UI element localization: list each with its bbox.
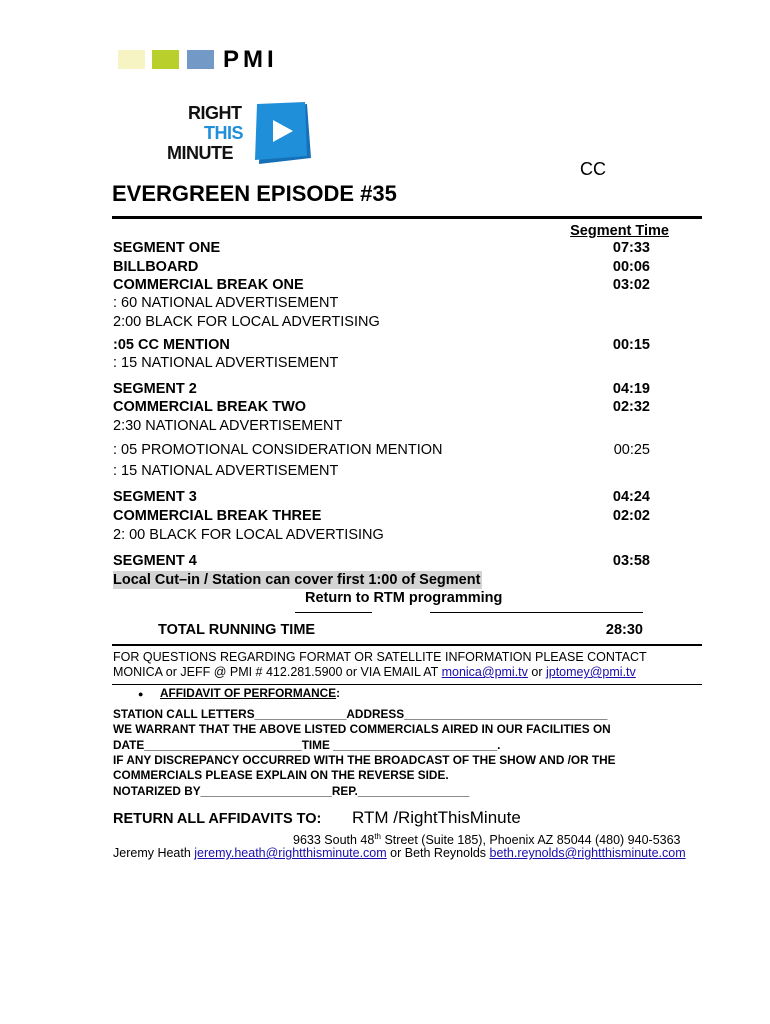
email-link-monica[interactable]: monica@pmi.tv <box>441 665 528 679</box>
segment-time-header: Segment Time <box>570 223 669 239</box>
rundown-time-billboard: 00:06 <box>612 259 650 275</box>
rundown-row-cc-mention: :05 CC MENTION <box>113 337 230 353</box>
rundown-row-promo-mention: : 05 PROMOTIONAL CONSIDERATION MENTION <box>113 442 443 458</box>
rundown-row-national-230: 2:30 NATIONAL ADVERTISEMENT <box>113 418 343 434</box>
local-cut-in-note: Local Cut–in / Station can cover first 1:00 of Segment <box>113 572 481 588</box>
rtm-logo-word-3: MINUTE <box>167 143 233 163</box>
affidavit-warrant-line: WE WARRANT THAT THE ABOVE LISTED COMMERCIALS AIRED IN OUR FACILITIES ON <box>113 722 611 736</box>
email-link-jptomey[interactable]: jptomey@pmi.tv <box>545 665 636 679</box>
rundown-row-national-15-a: : 15 NATIONAL ADVERTISEMENT <box>113 355 339 371</box>
rule-left <box>295 612 372 613</box>
contact-divider <box>112 684 702 685</box>
affidavit-heading <box>160 686 340 702</box>
address-sup: th <box>374 832 381 841</box>
rtm-logo-word-2: THIS <box>204 123 244 143</box>
rule-right <box>430 612 643 613</box>
contact-or: or <box>527 665 546 679</box>
address-pre: 9633 South 48 <box>293 833 375 848</box>
rundown-time-break-one: 03:02 <box>612 277 650 293</box>
play-icon <box>255 102 313 166</box>
title-divider <box>112 216 702 219</box>
pmi-square-2 <box>152 50 179 69</box>
contact-jeremy: Jeremy Heath <box>113 846 195 860</box>
rundown-time-segment-3: 04:24 <box>612 489 650 505</box>
rundown-row-break-one: COMMERCIAL BREAK ONE <box>113 277 304 293</box>
cc-label: CC <box>580 159 606 179</box>
contact-line-1: FOR QUESTIONS REGARDING FORMAT OR SATELLITE INFORMATION PLEASE CONTACT <box>113 650 647 664</box>
rundown-time-segment-one: 07:33 <box>612 240 650 256</box>
page-title: EVERGREEN EPISODE #35 <box>112 181 397 206</box>
address-post: Street (Suite 185), Phoenix AZ 85044 (480) 940-5363 <box>381 833 681 848</box>
rundown-row-segment-2: SEGMENT 2 <box>113 381 197 397</box>
rundown-row-black-local-2: 2: 00 BLACK FOR LOCAL ADVERTISING <box>113 527 384 543</box>
total-running-time-value: 28:30 <box>605 622 643 638</box>
affidavit-notarized-line: NOTARIZED BY____________________REP._________________ <box>113 784 470 798</box>
affidavit-call-letters-line: STATION CALL LETTERS______________ADDRESS_______________________________ <box>113 707 608 721</box>
rundown-time-segment-2: 04:19 <box>612 381 650 397</box>
rundown-row-segment-4: SEGMENT 4 <box>113 553 197 569</box>
rundown-time-promo-mention: 00:25 <box>613 442 650 458</box>
email-link-beth[interactable]: beth.reynolds@rightthisminute.com <box>489 846 686 860</box>
rundown-row-national-15-b: : 15 NATIONAL ADVERTISEMENT <box>113 463 339 479</box>
total-running-time-label: TOTAL RUNNING TIME <box>158 622 316 638</box>
email-link-jeremy[interactable]: jeremy.heath@rightthisminute.com <box>194 846 387 860</box>
contact-mid: or Beth Reynolds <box>386 846 490 860</box>
return-to-rtm-note: Return to RTM programming <box>305 590 503 606</box>
rundown-time-cc-mention: 00:15 <box>612 337 650 353</box>
affidavit-explain-line: COMMERCIALS PLEASE EXPLAIN ON THE REVERSE SIDE. <box>113 768 449 782</box>
rundown-row-segment-one: SEGMENT ONE <box>113 240 221 256</box>
rundown-row-national-60: : 60 NATIONAL ADVERTISEMENT <box>113 295 339 311</box>
rundown-time-break-three: 02:02 <box>612 508 650 524</box>
contact-text: MONICA or JEFF @ PMI # 412.281.5900 or VIA EMAIL AT <box>113 665 442 679</box>
affidavit-date-time-line: DATE________________________TIME _________________________. <box>113 738 501 752</box>
pmi-square-1 <box>118 50 145 69</box>
rundown-row-segment-3: SEGMENT 3 <box>113 489 197 505</box>
bullet-icon: ● <box>138 689 144 699</box>
affidavit-colon: : <box>336 686 341 700</box>
rundown-row-billboard: BILLBOARD <box>113 259 199 275</box>
affidavit-heading-text: AFFIDAVIT OF PERFORMANCE <box>160 686 337 700</box>
return-contacts <box>113 845 686 861</box>
rundown-row-break-two: COMMERCIAL BREAK TWO <box>113 399 307 415</box>
pmi-square-3 <box>187 50 214 69</box>
pmi-logo-text: PMI <box>223 46 278 73</box>
return-affidavits-label: RETURN ALL AFFIDAVITS TO: <box>113 811 322 827</box>
rundown-row-black-local-1: 2:00 BLACK FOR LOCAL ADVERTISING <box>113 314 380 330</box>
rundown-row-break-three: COMMERCIAL BREAK THREE <box>113 508 322 524</box>
return-affidavits-name: RTM /RightThisMinute <box>352 808 521 827</box>
contact-line-2 <box>113 664 636 680</box>
affidavit-discrepancy-line: IF ANY DISCREPANCY OCCURRED WITH THE BROADCAST OF THE SHOW AND /OR THE <box>113 753 616 767</box>
rundown-time-segment-4: 03:58 <box>612 553 650 569</box>
total-divider <box>112 644 702 646</box>
rtm-logo-word-1: RIGHT <box>188 103 242 123</box>
rundown-time-break-two: 02:32 <box>612 399 650 415</box>
